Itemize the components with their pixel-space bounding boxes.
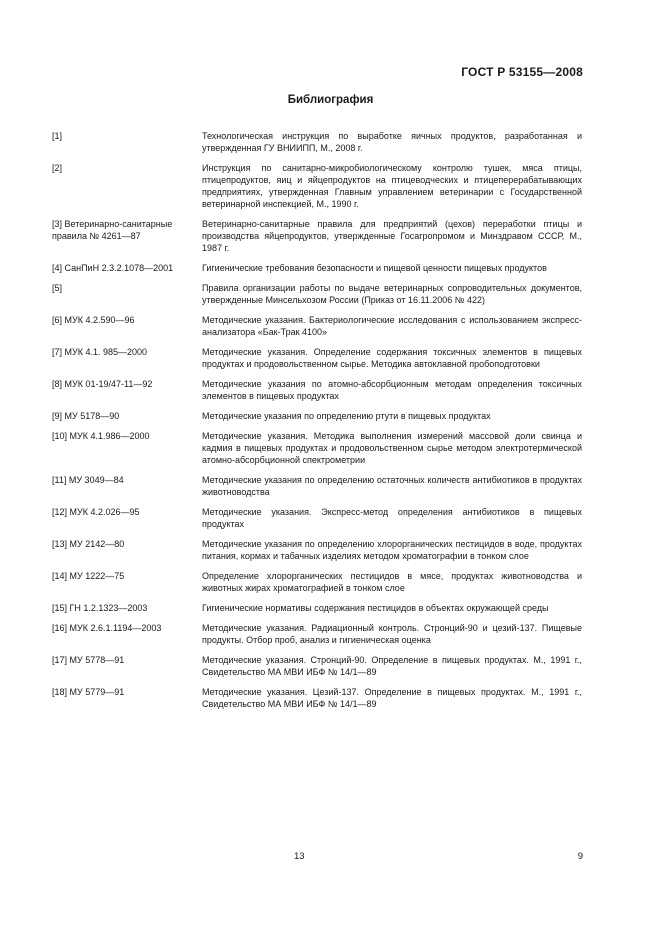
bibliography-entry [52, 314, 582, 338]
reference-text: Методические указания. Экспресс-метод определения антибиотиков в пищевых продуктах [202, 507, 582, 529]
bibliography-entry [52, 506, 582, 530]
bibliography-entry [52, 686, 582, 710]
document-code: ГОСТ Р 53155—2008 [461, 65, 583, 79]
bibliography-entry [52, 602, 582, 614]
reference-text: Ветеринарно-санитарные правила для предприятий (цехов) переработки птицы и производства яйцепродуктов, утвержденные Госагропромом и Минздравом СССР, М., 1987 г. [202, 219, 582, 253]
reference-text: Методические указания. Цезий-137. Определение в пищевых продуктах. М., 1991 г., Свидетельство МА МВИ ИБФ № 14/1—89 [202, 687, 582, 709]
reference-id: [6] МУК 4.2.590—96 [52, 315, 135, 325]
bibliography-entry [52, 162, 582, 210]
bibliography-entry [52, 430, 582, 466]
reference-text: Правила организации работы по выдаче ветеринарных сопроводительных документов, утвержденные Минсельхозом России (Приказ от 16.11.2006 № 422) [202, 283, 582, 305]
reference-id: [16] МУК 2.6.1.1194—2003 [52, 623, 162, 633]
reference-text: Инструкция по санитарно-микробиологическому контролю тушек, мяса птицы, птицепродуктов, яиц и яйцепродуктов на птицеводческих и птицеперерабатывающих предприятиях, утвержденная Главным управлением ветеринарии с Государственной ветеринарной инспекцией, М., 1990 г. [202, 163, 582, 209]
bibliography-entry [52, 262, 582, 274]
bibliography-entry [52, 654, 582, 678]
reference-id: [15] ГН 1.2.1323—2003 [52, 603, 148, 613]
bibliography-entry [52, 570, 582, 594]
reference-text: Определение хлорорганических пестицидов в мясе, продуктах животноводства и животных жирах хроматографией в тонком слое [202, 571, 582, 593]
reference-id: [9] МУ 5178—90 [52, 411, 120, 421]
bibliography-entry [52, 410, 582, 422]
sheet-number: 9 [577, 851, 583, 862]
reference-text: Методические указания по атомно-абсорбционным методам определения токсичных элементов в пищевых продуктах [202, 379, 582, 401]
reference-text: Методические указания по определению остаточных количеств антибиотиков в продуктах животноводства [202, 475, 582, 497]
bibliography-entry [52, 346, 582, 370]
reference-id: [12] МУК 4.2.026—95 [52, 507, 140, 517]
reference-text: Методические указания. Бактериологические исследования с использованием экспресс-анализатора «Бак-Трак 4100» [202, 315, 582, 337]
reference-text: Технологическая инструкция по выработке яичных продуктов, разработанная и утвержденная ГУ ВНИИПП, М., 2008 г. [202, 131, 582, 153]
reference-id: [5] [52, 283, 63, 293]
reference-id: [17] МУ 5778—91 [52, 655, 125, 665]
bibliography-entry [52, 378, 582, 402]
page-number: 13 [294, 851, 305, 862]
reference-id: [8] МУК 01-19/47-11—92 [52, 379, 153, 389]
reference-id: [13] МУ 2142—80 [52, 539, 125, 549]
reference-id: [18] МУ 5779—91 [52, 687, 125, 697]
reference-id: [7] МУК 4.1. 985—2000 [52, 347, 148, 357]
reference-text: Методические указания по определению хлорорганических пестицидов в воде, продуктах питания, кормах и табачных изделиях методом хроматографии в тонком слое [202, 539, 582, 561]
bibliography-entry [52, 130, 582, 154]
reference-text: Гигиенические требования безопасности и пищевой ценности пищевых продуктов [202, 263, 547, 273]
reference-text: Гигиенические нормативы содержания пестицидов в объектах окружающей среды [202, 603, 549, 613]
reference-id: [3] Ветеринарно-санитарные правила № 4261—87 [52, 219, 173, 241]
reference-id: [1] [52, 131, 63, 141]
reference-text: Методические указания. Радиационный контроль. Стронций-90 и цезий-137. Пищевые продукты. Отбор проб, анализ и гигиеническая оценка [202, 623, 582, 645]
reference-text: Методические указания по определению ртути в пищевых продуктах [202, 411, 491, 421]
bibliography-entry [52, 218, 582, 254]
bibliography-entry [52, 474, 582, 498]
reference-id: [10] МУК 4.1.986—2000 [52, 431, 150, 441]
bibliography-entry [52, 538, 582, 562]
bibliography-entry [52, 282, 582, 306]
bibliography-entry [52, 622, 582, 646]
reference-id: [4] СанПиН 2.3.2.1078—2001 [52, 263, 174, 273]
reference-id: [14] МУ 1222—75 [52, 571, 125, 581]
bibliography-list [52, 130, 582, 718]
reference-id: [11] МУ 3049—84 [52, 475, 124, 485]
reference-text: Методические указания. Стронций-90. Определение в пищевых продуктах. М., 1991 г., Свидетельство МА МВИ ИБФ № 14/1—89 [202, 655, 582, 677]
reference-text: Методические указания. Методика выполнения измерений массовой доли свинца и кадмия в пищевых продуктах и продовольственном сырье методом электротермической атомно-абсорбционной спектрометрии [202, 431, 582, 465]
page-title: Библиография [287, 94, 374, 106]
reference-id: [2] [52, 163, 63, 173]
reference-text: Методические указания. Определение содержания токсичных элементов в пищевых продуктах и продовольственном сырье. Методика автоклавной пробоподготовки [202, 347, 582, 369]
